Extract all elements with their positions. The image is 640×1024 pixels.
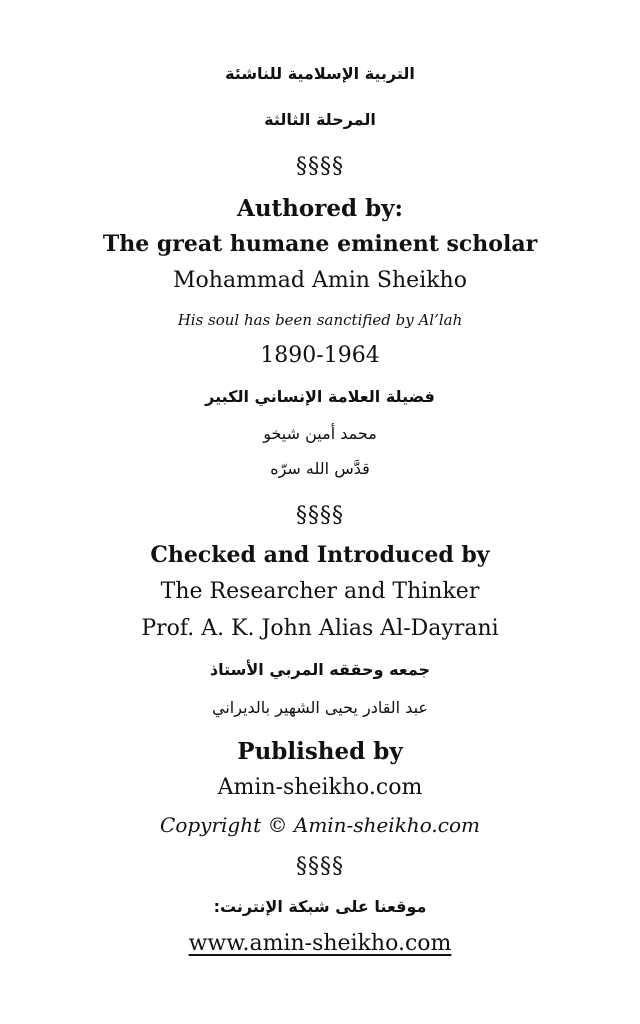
copyright-notice: Copyright © Amin-sheikho.com: [160, 813, 480, 837]
arabic-book-title: التربية الإسلامية للناشئة: [225, 64, 415, 83]
section-divider-3: §§§§: [296, 854, 344, 879]
arabic-author-title: فضيلة العلامة الإنساني الكبير: [205, 387, 435, 406]
section-divider-2: §§§§: [296, 503, 344, 528]
author-years: 1890-1964: [260, 343, 380, 368]
arabic-checked-heading: جمعه وحققه المربي الأستاذ: [209, 660, 431, 679]
arabic-website-label: موقعنا على شبكة الإنترنت:: [213, 897, 427, 916]
checker-title: The Researcher and Thinker: [160, 579, 480, 604]
author-name: Mohammad Amin Sheikho: [173, 268, 467, 293]
section-divider-1: §§§§: [296, 154, 344, 179]
published-by-heading: Published by: [237, 738, 403, 765]
checked-by-heading: Checked and Introduced by: [150, 542, 490, 568]
authored-by-heading: Authored by:: [236, 195, 404, 222]
author-title: The great humane eminent scholar: [102, 231, 538, 257]
website-link[interactable]: www.amin-sheikho.com: [188, 931, 452, 956]
arabic-stage-label: المرحلة الثالثة: [264, 110, 376, 129]
arabic-author-name: محمد أمين شيخو: [263, 424, 377, 443]
arabic-checker-name: عبد القادر يحيى الشهير بالديراني: [212, 698, 428, 717]
checker-name: Prof. A. K. John Alias Al-Dayrani: [141, 616, 499, 641]
author-blessing: His soul has been sanctified by Al’lah: [177, 311, 463, 329]
publisher-name: Amin-sheikho.com: [217, 775, 423, 800]
arabic-author-blessing: قدَّس الله سرّه: [270, 459, 370, 478]
